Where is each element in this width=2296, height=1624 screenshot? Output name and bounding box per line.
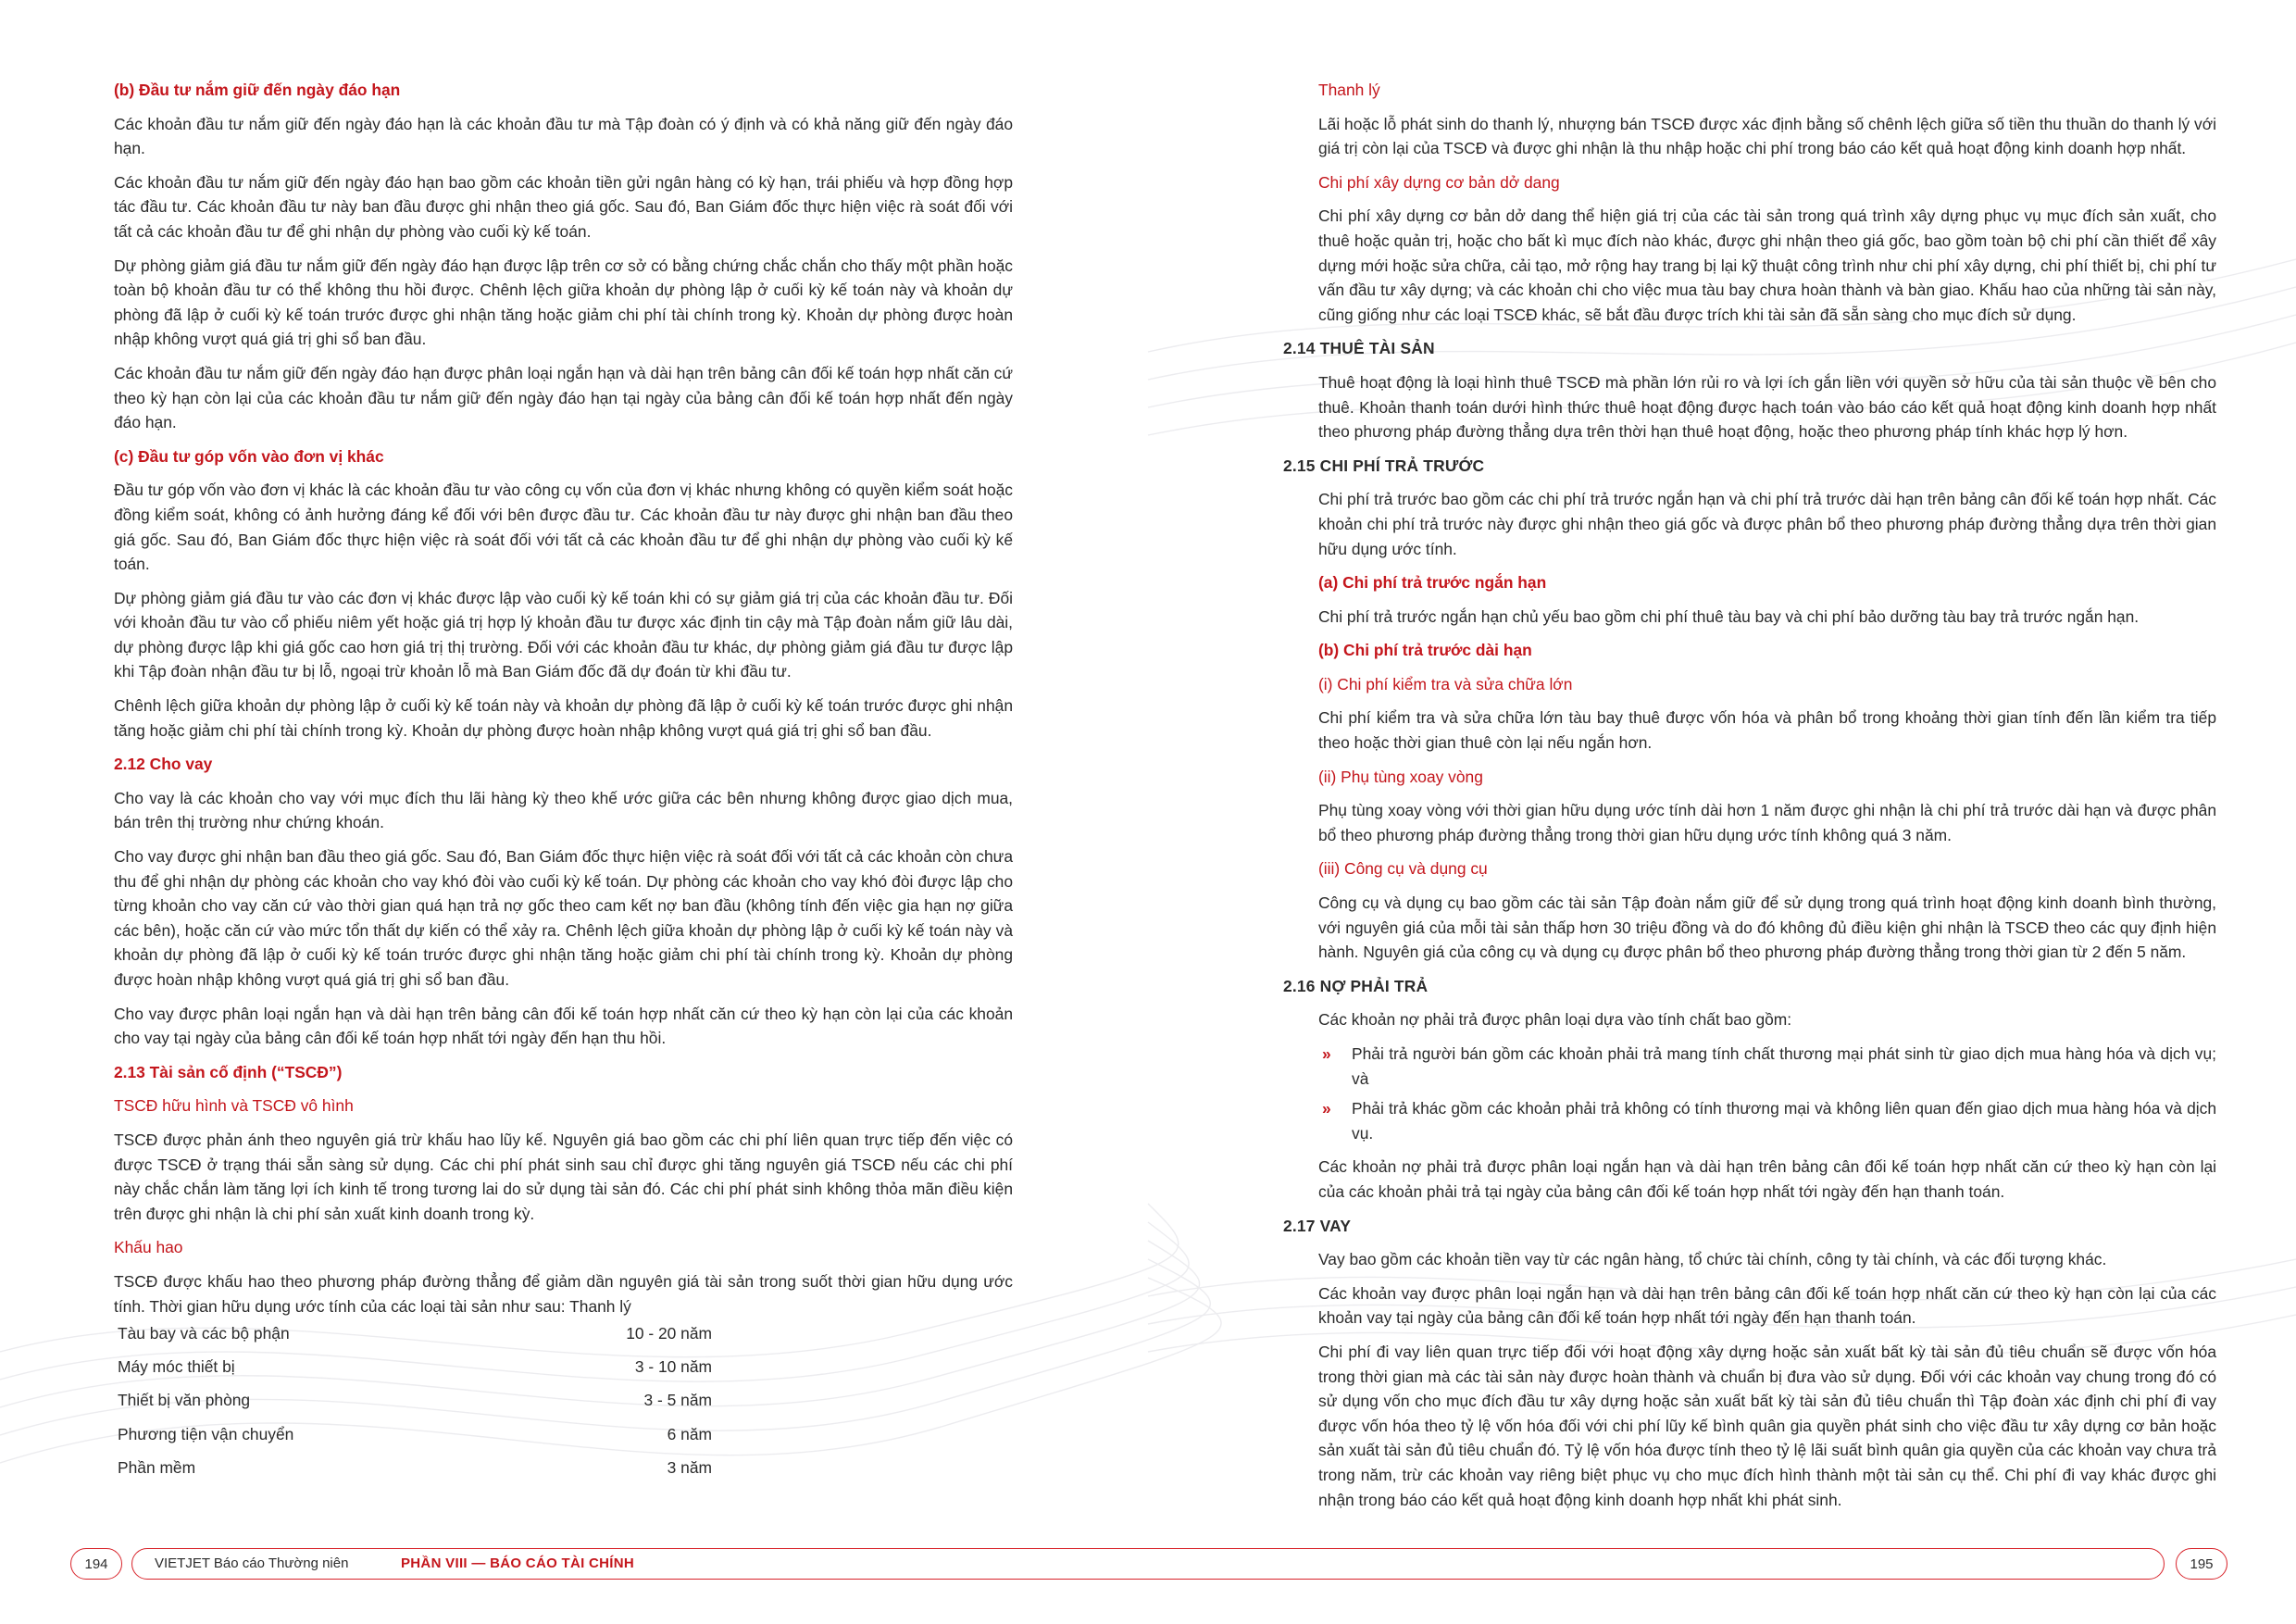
- heading-2-13-fixed-assets: 2.13 Tài sản cố định (“TSCĐ”): [114, 1062, 343, 1081]
- paragraph: Chi phí trả trước ngắn hạn chủ yếu bao gồm chi phí thuê tàu bay và chi phí bảo dưỡng tàu bay trả trước ngắn hạn.: [1318, 606, 2140, 626]
- heading-2-14-leases: 2.14 THUÊ TÀI SẢN: [1283, 339, 1435, 358]
- page-footer: [0, 1548, 2296, 1581]
- paragraph: Chi phí đi vay liên quan trực tiếp đối với hoạt động xây dựng hoặc sản xuất bất kỳ tài sản đủ tiêu chuẩn sẽ được vốn hóa trong thời gian mà các tài sản này được hoàn thành và chuẩn bị đưa vào sử dụng. Đối với các khoản vay chung trong đó có sử dụng vốn cho mục đích đầu tư xây dựng hoặc sản xuất bất kỳ tài sản đủ tiêu chuẩn thì Tập đoàn xác định chi phí đi vay được vốn hóa theo tỷ lệ vốn hóa đối với chi phí lũy kế bình quân gia quyền phát sinh cho việc đầu tư xây dựng cơ bản hoặc sản xuất tài sản đủ tiêu chuẩn đó. Tỷ lệ vốn hóa được tính theo tỷ lệ lãi suất bình quân gia quyền của các khoản vay chưa trả trong năm, trừ các khoản vay riêng biệt phục vụ cho mục đích hình thành một tài sản cụ thể. Chi phí đi vay khác được ghi nhận trong báo cáo kết quả hoạt động kinh doanh hợp nhất khi phát sinh.: [1318, 1342, 2216, 1509]
- left-page-column: [114, 78, 1013, 1328]
- paragraph: Chênh lệch giữa khoản dự phòng lập ở cuối kỳ kế toán này và khoản dự phòng đã lập ở cuối kỳ kế toán trước được ghi nhận tăng hoặc giảm chi phí tài chính trong kỳ. Khoản dự phòng được hoàn nhập không vượt quá giá trị ghi sổ ban đầu.: [114, 696, 1013, 740]
- paragraph: Cho vay được ghi nhận ban đầu theo giá gốc. Sau đó, Ban Giám đốc thực hiện việc rà soát đối với tất cả các khoản còn chưa thu để ghi nhận dự phòng các khoản cho vay khó đòi vào cuối kỳ kế toán. Dự phòng các khoản cho vay khó đòi được lập cho từng khoản cho vay căn cứ vào thời gian quá hạn trả nợ gốc theo cam kết nợ ban đầu (không tính đến việc gia hạn nợ giữa các bên), hoặc căn cứ vào mức tổn thất dự kiến có thể xảy ra. Chênh lệch giữa khoản dự phòng lập ở cuối kỳ kế toán này và khoản dự phòng đã lập ở cuối kỳ kế toán trước được ghi nhận tăng hoặc giảm chi phí tài chính trong kỳ. Khoản dự phòng được hoàn nhập không vượt quá giá trị ghi sổ ban đầu.: [114, 847, 1013, 989]
- paragraph: Chi phí kiểm tra và sửa chữa lớn tàu bay thuê được vốn hóa và phân bổ trong khoảng thời gian tính đến lần kiểm tra tiếp theo hoặc thời gian thuê còn lại nếu ngắn hơn.: [1318, 708, 2216, 753]
- table-row: [114, 1384, 716, 1418]
- asset-life: 3 - 10 năm: [634, 1357, 712, 1377]
- subheading-inspection-repair: (i) Chi phí kiểm tra và sửa chữa lớn: [1318, 674, 1573, 693]
- heading-short-term-prepaid: (a) Chi phí trả trước ngắn hạn: [1318, 573, 1547, 593]
- right-page-column: [1283, 78, 2216, 1521]
- footer-brand: VIETJET Báo cáo Thường niên: [155, 1555, 349, 1571]
- asset-life: 3 năm: [667, 1458, 712, 1478]
- asset-life: 6 năm: [667, 1424, 712, 1443]
- heading-2-16-payables: 2.16 NỢ PHẢI TRẢ: [1283, 976, 1429, 995]
- paragraph: Các khoản vay được phân loại ngắn hạn và dài hạn trên bảng cân đối kế toán hợp nhất căn cứ theo kỳ hạn còn lại của các khoản vay tại ngày của bảng cân đối kế toán hợp nhất tới ngày đến hạn thanh toán.: [1318, 1283, 2216, 1328]
- paragraph: Lãi hoặc lỗ phát sinh do thanh lý, nhượng bán TSCĐ được xác định bằng số chênh lệch giữa số tiền thu thuần do thanh lý với giá trị còn lại của TSCĐ và được ghi nhận là thu nhập hoặc chi phí trong báo cáo kết quả hoạt động kinh doanh hợp nhất.: [1318, 114, 2216, 158]
- heading-held-to-maturity: (b) Đầu tư nắm giữ đến ngày đáo hạn: [114, 81, 401, 99]
- paragraph: Cho vay được phân loại ngắn hạn và dài hạn trên bảng cân đối kế toán hợp nhất căn cứ theo kỳ hạn còn lại của các khoản cho vay tại ngày của bảng cân đối kế toán hợp nhất tới ngày đến hạn thu hồi.: [114, 1004, 1013, 1048]
- table-row: [114, 1418, 716, 1451]
- paragraph: Phụ tùng xoay vòng với thời gian hữu dụng ước tính dài hơn 1 năm được ghi nhận là chi phí trả trước dài hạn và được phân bổ theo phương pháp đường thẳng trong thời gian hữu dụng ước tính không quá 3 năm.: [1318, 801, 2216, 844]
- subheading-depreciation: Khấu hao: [114, 1238, 183, 1257]
- heading-2-15-prepaid-expenses: 2.15 CHI PHÍ TRẢ TRƯỚC: [1283, 456, 1485, 475]
- list-item-text: Phải trả khác gồm các khoản phải trả không có tính thương mại và không liên quan đến giao dịch mua hàng hóa và dịch vụ.: [1352, 1099, 2216, 1143]
- footer-section-title: PHẦN VIII — BÁO CÁO TÀI CHÍNH: [401, 1555, 635, 1571]
- paragraph: Các khoản đầu tư nắm giữ đến ngày đáo hạn là các khoản đầu tư mà Tập đoàn có ý định và có khả năng giữ đến ngày đáo hạn.: [114, 114, 1013, 158]
- paragraph: Vay bao gồm các khoản tiền vay từ các ngân hàng, tổ chức tài chính, công ty tài chính, và các đối tượng khác.: [1318, 1250, 2107, 1269]
- heading-2-12-loans: 2.12 Cho vay: [114, 755, 213, 774]
- paragraph: TSCĐ được khấu hao theo phương pháp đường thẳng để giảm dần nguyên giá tài sản trong suốt thời gian hữu dụng ước tính. Thời gian hữu dụng ước tính của các loại tài sản như sau: Thanh lý: [114, 1271, 1013, 1316]
- paragraph: Các khoản nợ phải trả được phân loại dựa vào tính chất bao gồm:: [1318, 1010, 1792, 1030]
- subheading-rotable-parts: (ii) Phụ tùng xoay vòng: [1318, 767, 1483, 786]
- paragraph: Đầu tư góp vốn vào đơn vị khác là các khoản đầu tư vào công cụ vốn của đơn vị khác nhưng không có quyền kiểm soát hoặc đồng kiểm soát, không có ảnh hưởng đáng kể đối với bên được đầu tư. Các khoản đầu tư này được ghi nhận ban đầu theo giá gốc. Sau đó, Ban Giám đốc thực hiện việc rà soát đối với tất cả các khoản đầu tư để ghi nhận dự phòng vào cuối kỳ kế toán.: [114, 481, 1013, 574]
- chevron-bullet-icon: »: [1322, 1099, 1331, 1118]
- paragraph: Các khoản đầu tư nắm giữ đến ngày đáo hạn bao gồm các khoản tiền gửi ngân hàng có kỳ hạn, trái phiếu và hợp đồng hợp tác đầu tư. Các khoản đầu tư này ban đầu được ghi nhận theo giá gốc. Sau đó, Ban Giám đốc thực hiện việc rà soát đối với tất cả các khoản đầu tư để ghi nhận dự phòng vào cuối kỳ kế toán.: [114, 172, 1013, 241]
- subheading-tangible-intangible: TSCĐ hữu hình và TSCĐ vô hình: [114, 1096, 354, 1116]
- footer-bar: [131, 1548, 2165, 1580]
- subheading-tools-equipment: (iii) Công cụ và dụng cụ: [1318, 859, 1488, 879]
- heading-long-term-prepaid: (b) Chi phí trả trước dài hạn: [1318, 641, 1532, 660]
- asset-life: 3 - 5 năm: [643, 1391, 712, 1410]
- table-row: [114, 1350, 716, 1383]
- table-row: [114, 1317, 716, 1350]
- subheading-construction-in-progress: Chi phí xây dựng cơ bản dở dang: [1318, 172, 1560, 192]
- page-number-left: 194: [70, 1548, 122, 1580]
- paragraph: Thuê hoạt động là loại hình thuê TSCĐ mà phần lớn rủi ro và lợi ích gắn liền với quyền sở hữu của tài sản thuộc về bên cho thuê. Khoản thanh toán dưới hình thức thuê hoạt động được hạch toán vào báo cáo kết quả hoạt động kinh doanh hợp nhất theo phương pháp đường thẳng dựa trên thời hạn thuê hoạt động, hoặc theo phương pháp tính khác hợp lý hơn.: [1318, 372, 2216, 442]
- list-item: [1318, 1042, 2216, 1091]
- asset-life: 10 - 20 năm: [626, 1323, 712, 1343]
- payables-bullet-list: [1318, 1042, 2216, 1145]
- subheading-disposal: Thanh lý: [1318, 81, 1380, 99]
- paragraph: Chi phí xây dựng cơ bản dở dang thể hiện giá trị của các tài sản trong quá trình xây dựng phục vụ mục đích sản xuất, cho thuê hoặc quản trị, hoặc cho bất kì mục đích nào khác, được ghi nhận theo giá gốc, bao gồm toàn bộ chi phí cần thiết để xây dựng mới hoặc sửa chữa, cải tạo, mở rộng hay trang bị lại kỹ thuật công trình như chi phí xây dựng, chi phí thiết bị, chi phí tư vấn đầu tư xây dựng; và các khoản chi cho việc mua tàu bay chưa hoàn thành và bàn giao. Khấu hao của những tài sản này, cũng giống như các loại TSCĐ khác, sẽ bắt đầu được trích khi tài sản đã sẵn sàng cho mục đích sử dụng.: [1318, 206, 2216, 324]
- asset-name: Tàu bay và các bộ phận: [118, 1323, 290, 1343]
- paragraph: TSCĐ được phản ánh theo nguyên giá trừ khấu hao lũy kế. Nguyên giá bao gồm các chi phí liên quan trực tiếp đến việc có được TSCĐ ở trạng thái sẵn sàng sử dụng. Các chi phí phát sinh sau chỉ được ghi tăng nguyên giá TSCĐ nếu các chi phí này chắc chắn làm tăng lợi ích kinh tế trong tương lai do sử dụng tài sản đó. Các chi phí phát sinh không thỏa mãn điều kiện trên được ghi nhận là chi phí sản xuất kinh doanh trong kỳ.: [114, 1130, 1013, 1223]
- list-item-text: Phải trả người bán gồm các khoản phải trả mang tính chất thương mại phát sinh từ giao dịch mua hàng hóa và dịch vụ; và: [1352, 1044, 2216, 1088]
- page-number-right: 195: [2176, 1548, 2227, 1580]
- paragraph: Công cụ và dụng cụ bao gồm các tài sản Tập đoàn nắm giữ để sử dụng trong quá trình hoạt động kinh doanh bình thường, với nguyên giá của mỗi tài sản thấp hơn 30 triệu đồng và do đó không đủ điều kiện ghi nhận là TSCĐ theo các quy định hiện hành. Nguyên giá của công cụ và dụng cụ được phân bổ theo phương pháp đường thẳng trong thời gian từ 2 đến 5 năm.: [1318, 893, 2216, 962]
- table-row: [114, 1452, 716, 1485]
- paragraph: Dự phòng giảm giá đầu tư vào các đơn vị khác được lập vào cuối kỳ kế toán khi có sự giảm giá trị của các khoản đầu tư. Đối với khoản đầu tư vào cổ phiếu niêm yết hoặc giá trị hợp lý khoản đầu tư được xác định tin cậy mà Tập đoàn nắm giữ lâu dài, dự phòng được lập khi giá gốc cao hơn giá trị thị trường. Đối với các khoản đầu tư khác, dự phòng giảm giá đầu tư được lập khi Tập đoàn nhận đầu tư bị lỗ, ngoại trừ khoản lỗ mà Ban Giám đốc đã dự đoán từ khi đầu tư.: [114, 588, 1013, 681]
- paragraph: Cho vay là các khoản cho vay với mục đích thu lãi hàng kỳ theo khế ước giữa các bên nhưng không được giao dịch mua, bán trên thị trường như chứng khoán.: [114, 788, 1013, 832]
- asset-name: Thiết bị văn phòng: [118, 1391, 251, 1410]
- paragraph: Dự phòng giảm giá đầu tư nắm giữ đến ngày đáo hạn được lập trên cơ sở có bằng chứng chắc chắn cho thấy một phần hoặc toàn bộ khoản đầu tư có thể không thu hồi được. Chênh lệch giữa khoản dự phòng lập ở cuối kỳ kế toán này và khoản dự phòng đã lập ở cuối kỳ kế toán trước được ghi nhận tăng hoặc giảm chi phí tài chính trong kỳ. Khoản dự phòng được hoàn nhập không vượt quá giá trị ghi sổ ban đầu.: [114, 256, 1013, 349]
- useful-life-table: [114, 1317, 716, 1485]
- paragraph: Các khoản đầu tư nắm giữ đến ngày đáo hạn được phân loại ngắn hạn và dài hạn trên bảng cân đối kế toán hợp nhất căn cứ theo kỳ hạn còn lại của các khoản đầu tư nắm giữ đến ngày đáo hạn tại ngày của bảng cân đối kế toán hợp nhất đến ngày đáo hạn.: [114, 363, 1013, 432]
- asset-name: Phương tiện vận chuyển: [118, 1424, 294, 1443]
- chevron-bullet-icon: »: [1322, 1044, 1331, 1063]
- paragraph: Các khoản nợ phải trả được phân loại ngắn hạn và dài hạn trên bảng cân đối kế toán hợp nhất căn cứ theo kỳ hạn còn lại của các khoản phải trả tại ngày của bảng cân đối kế toán hợp nhất tới ngày đến hạn thanh toán.: [1318, 1157, 2216, 1201]
- heading-2-17-borrowings: 2.17 VAY: [1283, 1216, 1352, 1235]
- paragraph: Chi phí trả trước bao gồm các chi phí trả trước ngắn hạn và chi phí trả trước dài hạn trên bảng cân đối kế toán hợp nhất. Các khoản chi phí trả trước này được ghi nhận theo giá gốc và được phân bổ theo phương pháp đường thẳng dựa trên thời gian hữu dụng ước tính.: [1318, 490, 2216, 558]
- list-item: [1318, 1096, 2216, 1145]
- asset-name: Máy móc thiết bị: [118, 1357, 235, 1377]
- asset-name: Phần mềm: [118, 1458, 196, 1478]
- heading-equity-investments: (c) Đầu tư góp vốn vào đơn vị khác: [114, 446, 384, 466]
